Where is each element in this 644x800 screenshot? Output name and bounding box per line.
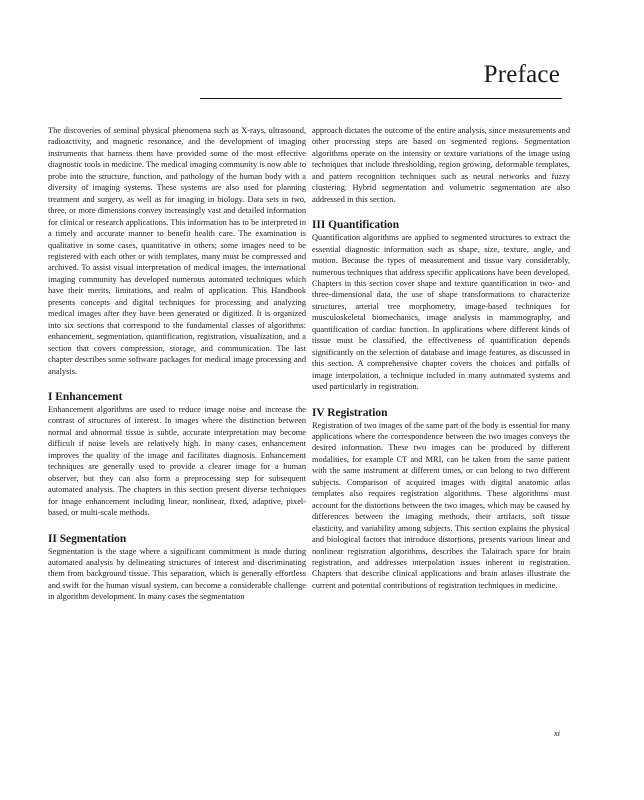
right-column bbox=[312, 125, 570, 591]
page-number: xi bbox=[553, 728, 560, 738]
section-heading-quantification: III Quantification bbox=[312, 219, 400, 232]
intro-paragraph: The discoveries of seminal physical phenomena such as X-rays, ultrasound, radioactivity, and magnetic resonance, and the development of imaging instruments that harness them have provided some of the most effective diagnostic tools in medicine. The medical imaging community is now able to probe into the structure, function, and pathology of the human body with a diversity of imaging systems. These systems are also used for planning treatment and surgery, as well as for imaging in biology. Data sets in two, three, or more dimensions convey increasingly vast and detailed information for clinical or research applications. This information has to be interpreted in a timely and accurate manner to benefit health care. The examination is qualitative in some cases, quantitative in others; some images need to be registered with each other or with templates, many must be compressed and archived. To assist visual interpretation of medical images, the international imaging community has developed numerous automated techniques which have their merits, limitations, and realm of application. This Handbook presents concepts and digital techniques for processing and analyzing medical images after they have been generated or digitized. It is organized into six sections that correspond to the fundamental classes of algorithms: enhancement, segmentation, quantification, registration, visualization, and a section that covers compression, storage, and communication. The last chapter describes some software packages for medical image processing and analysis. bbox=[48, 126, 306, 376]
section-heading-segmentation: II Segmentation bbox=[48, 532, 127, 545]
left-column bbox=[48, 125, 306, 603]
title-rule bbox=[200, 98, 562, 99]
quantification-paragraph: Quantification algorithms are applied to segmented structures to extract the essential diagnostic information such as shape, size, texture, angle, and motion. Because the types of measurement and tissue vary considerably, numerous techniques that address specific applications have been developed. Chapters in this section cover shape and texture quantification in two- and three-dimensional data, the use of shape transformations to characterize structures, arterial tree morphometry, image-based techniques for musculoskeletal biomechanics, image analysis in mammography, and quantification of cardiac function. In applications where different kinds of tissue must be classified, the effectiveness of quantification depends significantly on the selection of database and image features, as discussed in this section. A comprehensive chapter covers the choices and pitfalls of image interpolation, a technique included in many automated systems and used particularly in registration. bbox=[312, 233, 570, 392]
registration-paragraph: Registration of two images of the same part of the body is essential for many applications where the correspondence between the two images conveys the desired information. These two images can be produced by different modalities, for example CT and MRI, can be taken from the same patient with the same instrument at different times, or can belong to two different subjects. Comparison of acquired images with digital anatomic atlas templates also requires registration algorithms. These algorithms must account for the distortions between the two images, which may be caused by differences between the imaging methods, their artifacts, soft tissue elasticity, and variability among subjects. This section explains the physical and biological factors that introduce distortions, presents various linear and nonlinear registration algorithms, describes the Talairach space for brain registration, and addresses interpolation issues inherent in registration. Chapters that describe clinical applications and brain atlases illustrate the current and potential contributions of registration techniques in medicine. bbox=[312, 420, 570, 590]
page-title: Preface bbox=[483, 61, 560, 88]
enhancement-paragraph: Enhancement algorithms are used to reduce image noise and increase the contrast of structures of interest. In images where the distinction between normal and abnormal tissue is subtle, accurate interpretation may become difficult if noise levels are relatively high. In many cases, enhancement improves the quality of the image and facilitates diagnosis. Enhancement techniques are generally used to provide a clearer image for a human observer, but they can also form a preprocessing step for subsequent automated analysis. The chapters in this section present diverse techniques for image enhancement including linear, nonlinear, fixed, adaptive, pixel-based, or multi-scale methods. bbox=[48, 404, 306, 518]
section-heading-enhancement: I Enhancement bbox=[48, 390, 123, 403]
segmentation-paragraph: Segmentation is the stage where a significant commitment is made during automated analysis by delineating structures of interest and discriminating them from background tissue. This separation, which is generally effortless and swift for the human visual system, can become a considerable challenge in algorithm development. In many cases the segmentation bbox=[48, 546, 306, 602]
segmentation-continued-paragraph: approach dictates the outcome of the entire analysis, since measurements and other processing steps are based on segmented regions. Segmentation algorithms operate on the intensity or texture variations of the image using techniques that include thresholding, region growing, deformable templates, and pattern recognition techniques such as neural networks and fuzzy clustering. Hybrid segmentation and volumetric segmentation are also addressed in this section. bbox=[312, 126, 570, 204]
section-heading-registration: IV Registration bbox=[312, 406, 388, 419]
